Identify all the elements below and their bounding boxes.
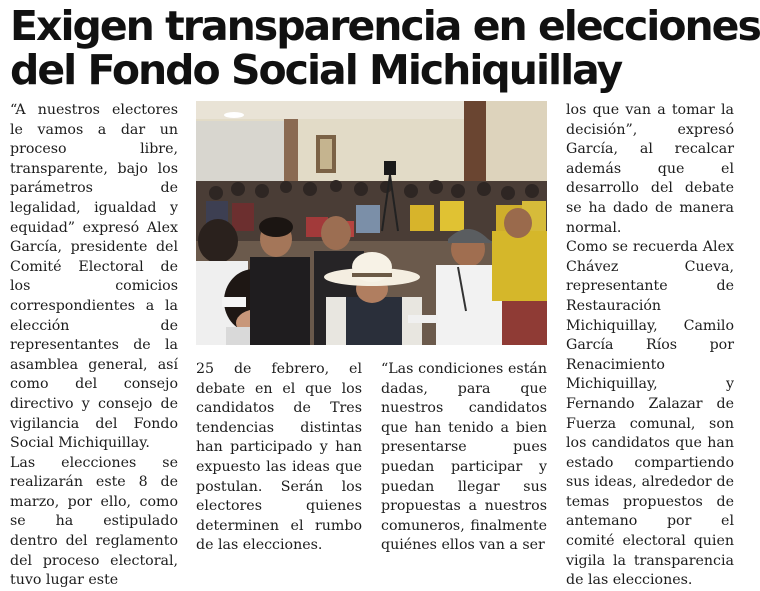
headline-line-1: Exigen transparencia en elecciones <box>10 2 760 50</box>
paragraph: los que van a tomar la decisión”, expresó García, al recalcar además que el desarrollo del debate se ha dado de manera normal. <box>566 102 734 236</box>
paragraph: 25 de febrero, el debate en el que los candidatos de Tres tendencias distintas han participado y han expuesto las ideas que postulan. Serán los electores quienes determinen el rumbo de las elecciones. <box>196 361 362 554</box>
paragraph: Como se recuerda Alex Chávez Cueva, representante de Restauración Michiquillay, Camilo García Ríos por Renacimiento Michiquillay, y Fernando Zalazar de Fuerza comunal, son los candidatos que han estado compartiendo sus ideas, alrededor de temas propuestos de antemano por el comité electoral quien vigila la transparencia de las elecciones. <box>566 239 734 589</box>
article-column-1 <box>10 101 178 589</box>
paragraph: “Las condiciones están dadas, para que nuestros candidatos que han tenido a bien presentarse pues puedan participar y puedan llegar sus propuestas a nuestros comuneros, finalmente quiénes ellos van a ser <box>381 361 547 554</box>
news-photo-illustration <box>196 101 547 345</box>
headline-line-2: del Fondo Social Michiquillay <box>10 46 622 94</box>
article-column-2 <box>196 360 362 554</box>
article-column-3 <box>381 360 547 554</box>
headline <box>10 2 760 94</box>
paragraph: Las elecciones se realizarán este 8 de marzo, por ello, como se ha estipulado dentro del reglamento del proceso electoral, tuvo lugar este <box>10 454 178 589</box>
paragraph: “A nuestros electores le vamos a dar un proceso libre, transparente, bajo los parámetros de legalidad, igualdad y equidad” expresó Alex García, presidente del Comité Electoral de los comicios correspondientes a la elección de representantes de la asamblea general, así como del consejo directivo y consejo de vigilancia del Fondo Social Michiquillay. <box>10 102 178 452</box>
article-column-4 <box>566 101 734 589</box>
news-photo <box>196 101 547 345</box>
